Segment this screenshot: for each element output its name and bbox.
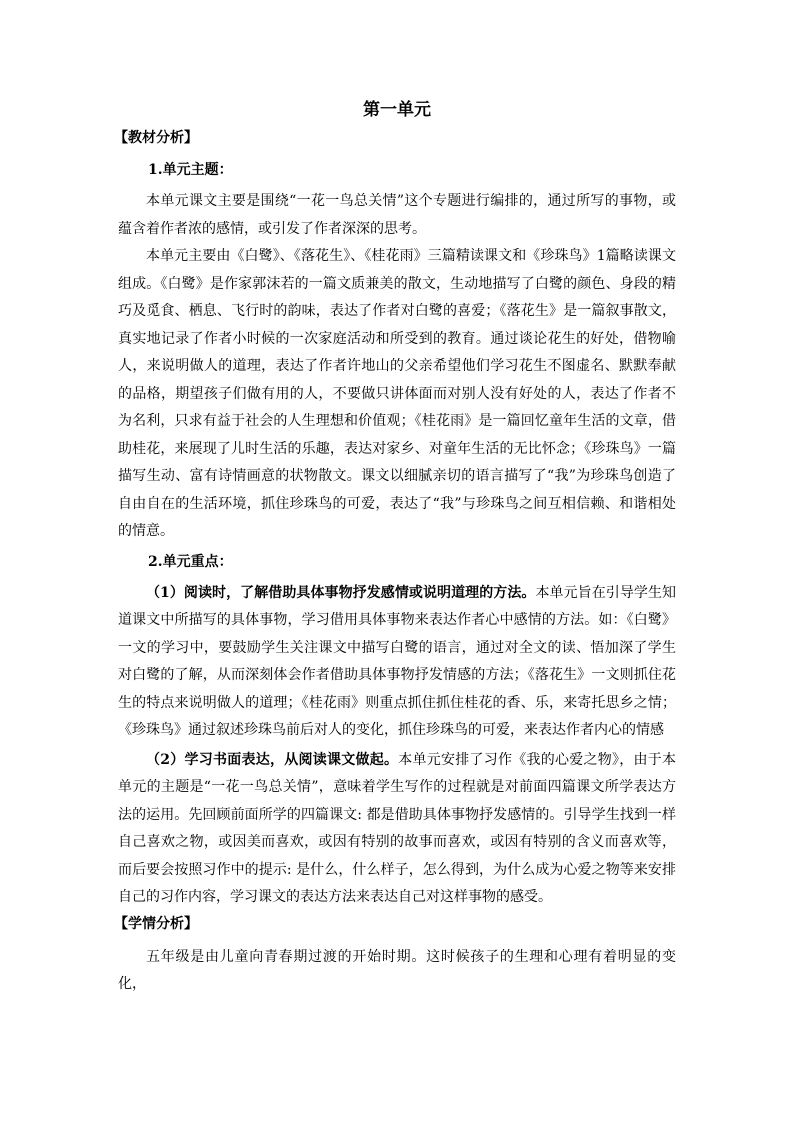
focus-reading-body: 本单元旨在引导学生知道课文中所描写的具体事物，学习借用具体事物来表达作者心中感情的方法。如：《白鹭》一文的学习中，要鼓励学生关注课文中描写白鹭的语言，通过对全文的读、悟加深了学生对白鹭的了解，从而深刻体会作者借助具体事物抒发情感的方法；《落花生》一文则抓住花生的特点来说明做人的道理；《桂花雨》则重点抓住抓住桂花的香、乐，来寄托思乡之情；《珍珠鸟》通过叙述珍珠鸟前后对人的变化，抓住珍珠鸟的可爱，来表达作者内心的情感 <box>118 584 676 738</box>
paragraph-student-analysis: 五年级是由儿童向青春期过渡的开始时期。这时候孩子的生理和心理有着明显的变化， <box>118 948 676 992</box>
subheading-unit-focus: 2.单元重点： <box>148 553 233 570</box>
page-title: 第一单元 <box>363 100 431 120</box>
focus-reading-lead: （1）阅读时，了解借助具体事物抒发感情或说明道理的方法。 <box>146 584 536 601</box>
section-heading-textbook-analysis: 【教材分析】 <box>114 130 198 146</box>
document-page <box>114 96 676 999</box>
section-heading-student-analysis: 【学情分析】 <box>114 915 198 932</box>
paragraph-unit-theme: 本单元课文主要是围绕“一花一鸟总关情”这个专题进行编排的，通过所写的事物，或蕴含着作者浓的感情，或引发了作者深深的思考。 <box>118 193 676 237</box>
paragraph-unit-composition: 本单元主要由《白鹭》、《落花生》、《桂花雨》三篇精读课文和《珍珠鸟》1篇略读课文组成。《白鹭》是作家郭沫若的一篇文质兼美的散文，生动地描写了白鹭的颜色、身段的精巧及觅食、栖息、飞行时的韵味，表达了作者对白鹭的喜爱；《落花生》是一篇叙事散文，真实地记录了作者小时候的一次家庭活动和所受到的教育。通过谈论花生的好处，借物喻人，来说明做人的道理，表达了作者许地山的父亲希望他们学习花生不图虚名、默默奉献的品格，期望孩子们做有用的人，不要做只讲体面而对别人没有好处的人，表达了作者不为名利，只求有益于社会的人生理想和价值观；《桂花雨》是一篇回忆童年生活的文章，借助桂花，来展现了儿时生活的乐趣，表达对家乡、对童年生活的无比怀念；《珍珠鸟》一篇描写生动、富有诗情画意的状物散文。课文以细腻亲切的语言描写了“我”为珍珠鸟创造了自由自在的生活环境，抓住珍珠鸟的可爱，表达了“我”与珍珠鸟之间互相信赖、和谐相处的情意。 <box>118 248 676 539</box>
focus-writing-lead: （2）学习书面表达，从阅读课文做起。 <box>146 751 399 768</box>
paragraph-focus-reading <box>118 580 676 745</box>
subheading-unit-theme: 1.单元主题： <box>148 162 233 178</box>
focus-writing-body: 本单元安排了习作《我的心爱之物》，由于本单元的主题是“一花一鸟总关情”，意味着学生写作的过程就是对前面四篇课文所学表达方法的运用。先回顾前面所学的四篇课文: 都是借助具体事物抒发感情的。引导学生找到一样自己喜欢之物，或因美而喜欢，或因有特别的故事而喜欢，或因有特别的含义而喜欢等，而后要会按照习作中的提示: 是什么，什么样子，怎么得到，为什么成为心爱之物等来安排自己的习作内容，学习课文的表达方法来表达自己对这样事物的感受。 <box>118 751 676 905</box>
paragraph-focus-writing <box>118 747 676 912</box>
